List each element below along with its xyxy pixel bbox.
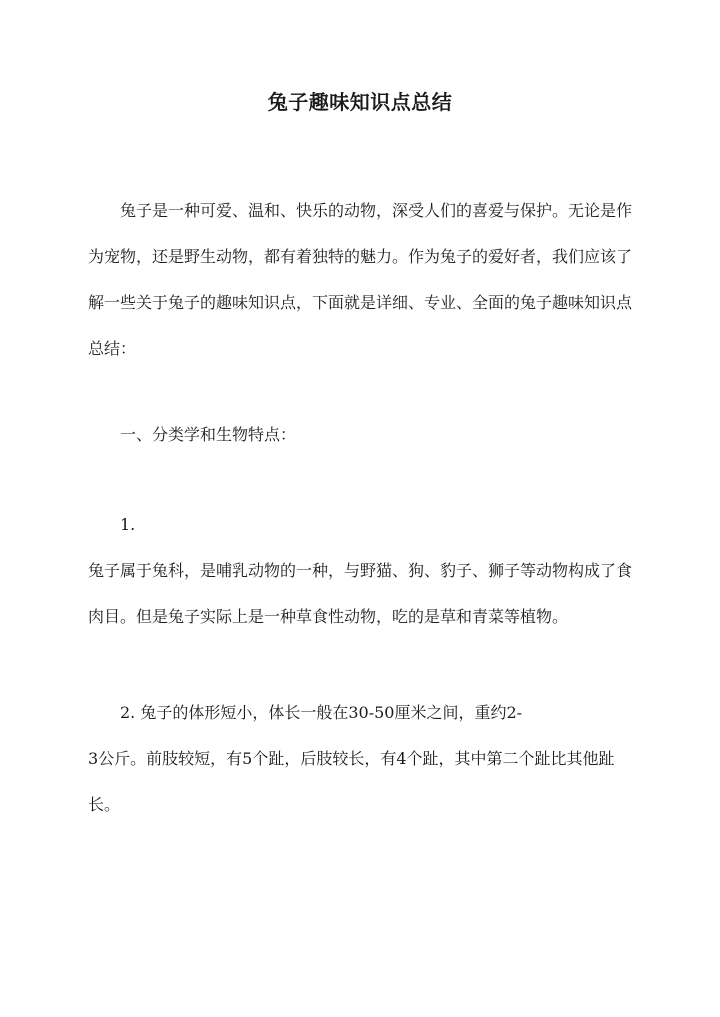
document-title: 兔子趣味知识点总结 bbox=[267, 90, 453, 114]
item-1-text: 兔子属于兔科，是哺乳动物的一种，与野猫、狗、豹子、狮子等动物构成了食肉目。但是兔子实际上是一种草食性动物，吃的是草和青菜等植物。 bbox=[88, 561, 633, 626]
section-heading: 一、分类学和生物特点： bbox=[120, 425, 297, 444]
intro-paragraph: 兔子是一种可爱、温和、快乐的动物，深受人们的喜爱与保护。无论是作为宠物，还是野生动物，都有着独特的魅力。作为兔子的爱好者，我们应该了解一些关于兔子的趣味知识点，下面就是详细、专业、全面的兔子趣味知识点总结： bbox=[88, 201, 633, 358]
item-1-number: 1. bbox=[120, 515, 136, 534]
item-2-first-line: 2. 兔子的体形短小，体长一般在30-50厘米之间，重约2- bbox=[120, 703, 523, 722]
item-2-text: 3公斤。前肢较短，有5个趾，后肢较长，有4个趾，其中第二个趾比其他趾长。 bbox=[88, 749, 615, 814]
